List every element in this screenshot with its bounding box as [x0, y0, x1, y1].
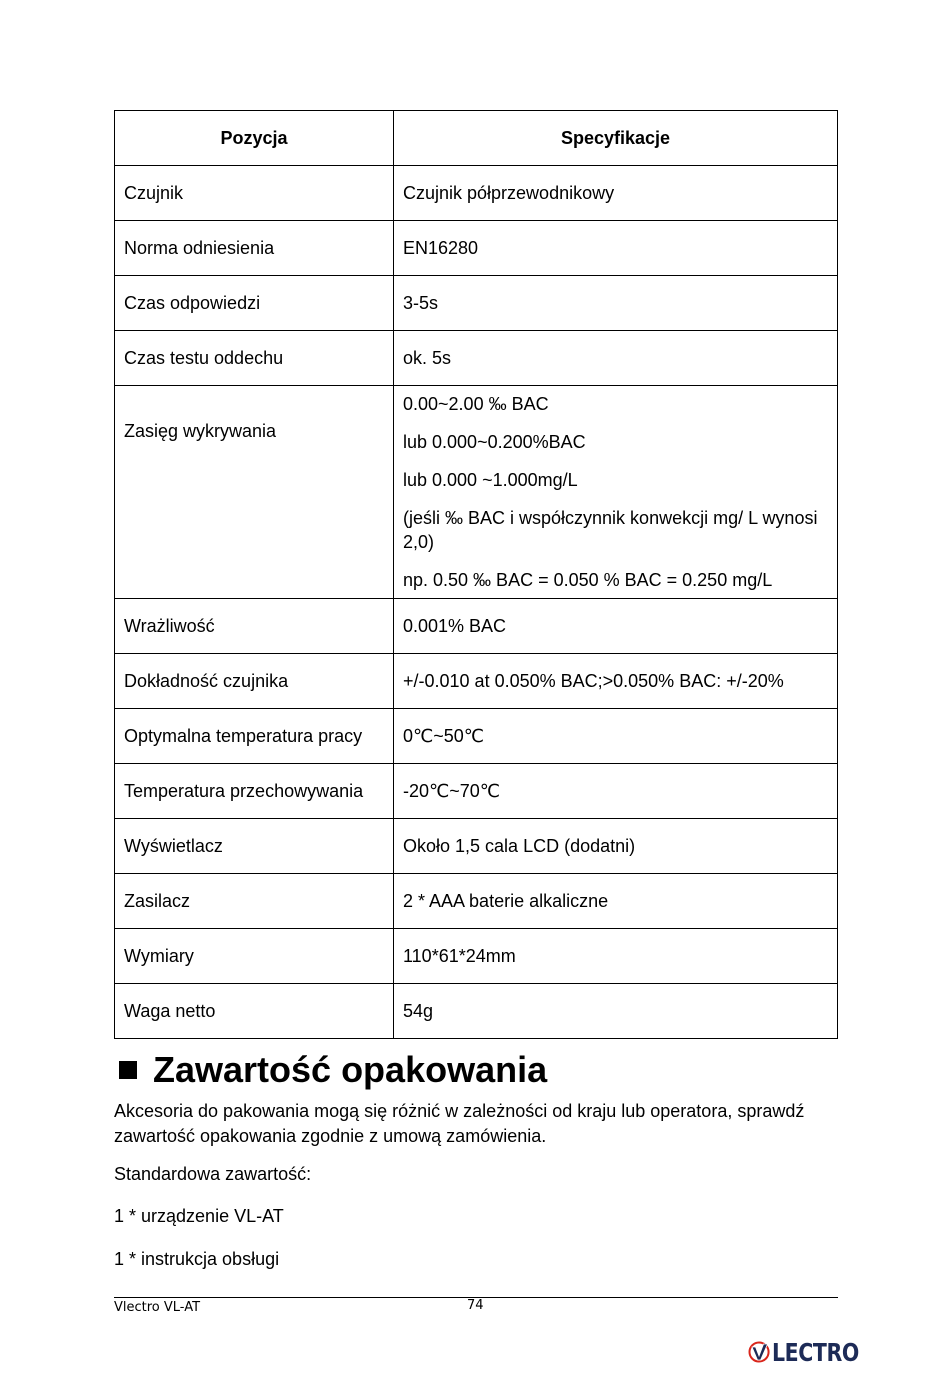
table-row	[115, 599, 838, 654]
table-row	[115, 221, 838, 276]
row-label: Optymalna temperatura pracy	[115, 709, 394, 764]
row-label: Wrażliwość	[115, 599, 394, 654]
square-bullet-icon	[119, 1061, 137, 1079]
section-heading	[114, 1048, 838, 1092]
row-label: Dokładność czujnika	[115, 654, 394, 709]
row-value: ok. 5s	[394, 331, 838, 386]
table-row	[115, 819, 838, 874]
range-line: 0.00~2.00 ‰ BAC	[403, 394, 549, 414]
row-value: 3-5s	[394, 276, 838, 331]
table-row	[115, 764, 838, 819]
page-number: 74	[467, 1298, 484, 1313]
vlectro-logo-icon	[748, 1330, 770, 1374]
row-label: Wymiary	[115, 929, 394, 984]
table-header-row	[115, 111, 838, 166]
brand-logo	[748, 1330, 878, 1374]
row-value: Około 1,5 cala LCD (dodatni)	[394, 819, 838, 874]
package-contents-section	[114, 1048, 838, 1272]
row-value: 110*61*24mm	[394, 929, 838, 984]
table-row	[115, 984, 838, 1039]
row-value: 2 * AAA baterie alkaliczne	[394, 874, 838, 929]
row-value: 0℃~50℃	[394, 709, 838, 764]
row-value: -20℃~70℃	[394, 764, 838, 819]
row-value: EN16280	[394, 221, 838, 276]
section-paragraph: Akcesoria do pakowania mogą się różnić w zależności od kraju lub operatora, sprawdź zawartość opakowania zgodnie z umową zamówienia.	[114, 1101, 805, 1146]
range-line: np. 0.50 ‰ BAC = 0.050 % BAC = 0.250 mg/L	[403, 570, 773, 590]
table-row	[115, 654, 838, 709]
specification-table	[114, 110, 838, 1039]
footer-model: Vlectro VL-AT	[114, 1300, 201, 1315]
range-line: lub 0.000~0.200%BAC	[403, 432, 586, 452]
row-label: Zasięg wykrywania	[115, 386, 394, 599]
row-value-multiline	[394, 386, 838, 599]
range-line: lub 0.000 ~1.000mg/L	[403, 470, 578, 490]
contents-item: 1 * instrukcja obsługi	[114, 1249, 280, 1269]
table-row	[115, 331, 838, 386]
range-line: (jeśli ‰ BAC i współczynnik konwekcji mg/ L wynosi 2,0)	[403, 508, 818, 552]
row-label: Czas odpowiedzi	[115, 276, 394, 331]
row-value: Czujnik półprzewodnikowy	[394, 166, 838, 221]
row-label: Norma odniesienia	[115, 221, 394, 276]
row-label: Wyświetlacz	[115, 819, 394, 874]
row-label: Czas testu oddechu	[115, 331, 394, 386]
row-label: Waga netto	[115, 984, 394, 1039]
table-row	[115, 874, 838, 929]
row-value: 0.001% BAC	[394, 599, 838, 654]
row-label: Temperatura przechowywania	[115, 764, 394, 819]
row-value: +/-0.010 at 0.050% BAC;>0.050% BAC: +/-20%	[394, 654, 838, 709]
row-value: 54g	[394, 984, 838, 1039]
logo-text: LECTRO	[772, 1337, 859, 1367]
table-row	[115, 709, 838, 764]
column-header-position: Pozycja	[115, 111, 394, 166]
row-label: Zasilacz	[115, 874, 394, 929]
table-row	[115, 166, 838, 221]
contents-item: 1 * urządzenie VL-AT	[114, 1206, 284, 1226]
table-row	[115, 929, 838, 984]
table-row	[115, 276, 838, 331]
table-row	[115, 386, 838, 599]
section-heading-text: Zawartość opakowania	[153, 1049, 548, 1090]
column-header-specs: Specyfikacje	[394, 111, 838, 166]
row-label: Czujnik	[115, 166, 394, 221]
standard-contents-label: Standardowa zawartość:	[114, 1164, 312, 1184]
